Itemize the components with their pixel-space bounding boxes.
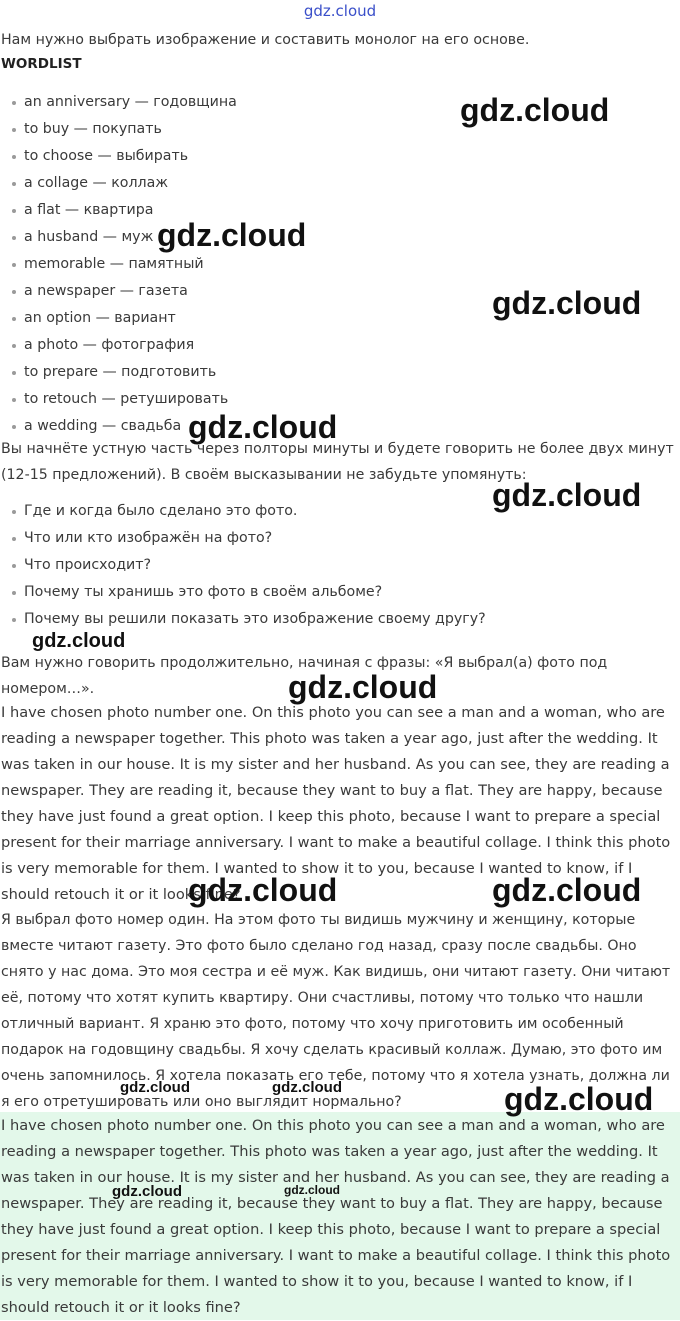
watermark: gdz.cloud [288,669,438,705]
list-item: Почему ты хранишь это фото в своём альбоме? [0,579,486,606]
watermark: gdz.cloud [32,630,126,652]
list-item: a wedding — свадьба [0,413,237,440]
watermark: gdz.cloud [188,872,338,908]
list-item: an option — вариант [0,305,237,332]
intro-text: Нам нужно выбрать изображение и составить монолог на его основе. [1,32,530,48]
wordlist [0,89,237,440]
list-item: Почему вы решили показать это изображение своему другу? [0,606,486,633]
list-item: a husband — муж [0,224,237,251]
list-item: a newspaper — газета [0,278,237,305]
start-phrase: Вам нужно говорить продолжительно, начиная с фразы: «Я выбрал(а) фото под номером…». [1,655,608,697]
list-item: a flat — квартира [0,197,237,224]
watermark: gdz.cloud [492,872,642,908]
answer-block [0,1112,680,1320]
wordlist-title: WORDLIST [1,56,82,72]
questions-list [0,498,486,633]
list-item: an anniversary — годовщина [0,89,237,116]
monologue-russian: Я выбрал фото номер один. На этом фото ты видишь мужчину и женщину, которые вместе читают газету. Это фото было сделано год назад, сразу после свадьбы. Оно снято у нас дома. Это моя сестра и её муж. Как видишь, они читают газету. Они читают её, потому что хотят купить квартиру. Они счастливы, потому что только что нашли отличный вариант. Я храню это фото, потому что хочу приготовить им особенный подарок на годовщину свадьбы. Я хочу сделать красивый коллаж. Думаю, это фото им очень запомнилось. Я хотела показать его тебе, потому что я хотела узнать, должна ли я его отретушировать или оно выглядит нормально? [1,912,671,1110]
answer-text: I have chosen photo number one. On this photo you can see a man and a woman, who are reading a newspaper together. This photo was taken a year ago, just after the wedding. It was taken in our house. It is my sister and her husband. As you can see, they are reading a newspaper. They are reading it, because they want to buy a flat. They are happy, because they have just found a great option. I keep this photo, because I want to prepare a special present for their marriage anniversary. I want to make a beautiful collage. I think this photo is very memorable for them. I wanted to show it to you, because I wanted to know, if I should retouch it or it looks fine? [1,1117,671,1316]
list-item: Что происходит? [0,552,486,579]
list-item: Что или кто изображён на фото? [0,525,486,552]
list-item: to buy — покупать [0,116,237,143]
list-item: to choose — выбирать [0,143,237,170]
watermark: gdz.cloud [120,1079,190,1096]
watermark: gdz.cloud [112,1183,182,1200]
list-item: to retouch — ретушировать [0,386,237,413]
list-item: a photo — фотография [0,332,237,359]
task-text: Вы начнёте устную часть через полторы минуты и будете говорить не более двух минут (12-15 предложений). В своём высказывании не забудьте упомянуть: [1,441,674,483]
watermark: gdz.cloud [460,92,610,128]
monologue-english: I have chosen photo number one. On this photo you can see a man and a woman, who are reading a newspaper together. This photo was taken a year ago, just after the wedding. It was taken in our house. It is my sister and her husband. As you can see, they are reading a newspaper. They are reading it, because they want to buy a flat. They are happy, because they have just found a great option. I keep this photo, because I want to prepare a special present for their marriage anniversary. I want to make a beautiful collage. I think this photo is very memorable for them. I wanted to show it to you, because I wanted to know, if I should retouch it or it looks fine? [1,704,671,903]
watermark: gdz.cloud [284,1183,340,1197]
list-item: a collage — коллаж [0,170,237,197]
watermark: gdz.cloud [504,1081,654,1117]
list-item: memorable — памятный [0,251,237,278]
watermark: gdz.cloud [492,477,642,513]
list-item: Где и когда было сделано это фото. [0,498,486,525]
list-item: to prepare — подготовить [0,359,237,386]
watermark: gdz.cloud [157,217,307,253]
watermark: gdz.cloud [492,285,642,321]
watermark: gdz.cloud [188,409,338,445]
watermark: gdz.cloud [272,1079,342,1096]
site-logo[interactable]: gdz.cloud [303,2,377,20]
